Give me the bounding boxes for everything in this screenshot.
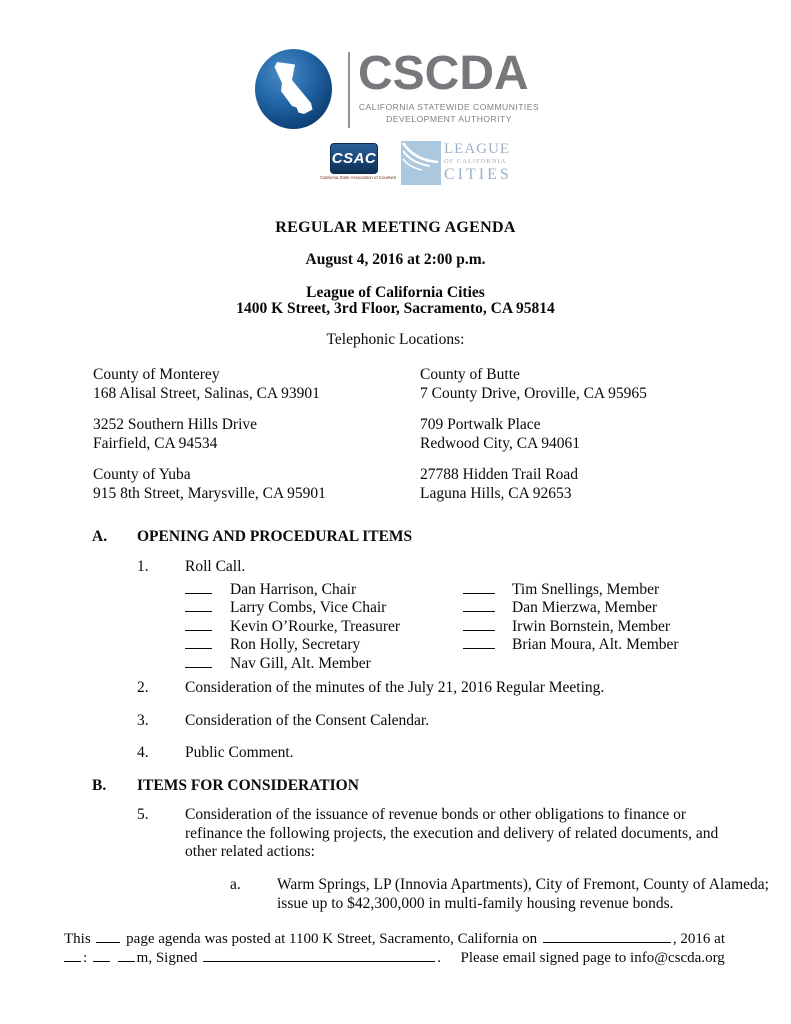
- location-entry: [420, 416, 647, 453]
- location-name: 27788 Hidden Trail Road: [420, 466, 579, 483]
- roll-call-name: Brian Moura, Alt. Member: [512, 636, 679, 654]
- cscda-wordmark: CSCDA: [358, 47, 529, 100]
- document-title: REGULAR MEETING AGENDA: [275, 219, 516, 236]
- location-address: 7 County Drive, Oroville, CA 95965: [420, 384, 647, 402]
- location-entry: [420, 366, 647, 403]
- venue-address: 1400 K Street, 3rd Floor, Sacramento, CA 95814: [236, 300, 555, 317]
- league-line2: OF CALIFORNIA: [444, 158, 507, 165]
- item-5a-line2: issue up to $42,300,000 in multi-family housing revenue bonds.: [277, 894, 674, 912]
- roll-call-name: Dan Harrison, Chair: [230, 581, 357, 598]
- location-name: 709 Portwalk Place: [420, 416, 541, 433]
- location-name: 3252 Southern Hills Drive: [93, 416, 258, 433]
- section-a-title: OPENING AND PROCEDURAL ITEMS: [137, 528, 413, 545]
- item-3-text: Consideration of the Consent Calendar.: [185, 712, 430, 729]
- roll-call-entry: [463, 635, 679, 653]
- roll-call-entry: [185, 617, 400, 635]
- roll-call-entry: [463, 598, 679, 616]
- california-state-icon: [269, 58, 319, 120]
- footer-text: , 2016 at: [672, 931, 725, 947]
- location-address: 915 8th Street, Marysville, CA 95901: [93, 484, 326, 502]
- roll-call-blank: [463, 598, 495, 612]
- posting-notice-line1: [64, 929, 725, 949]
- location-address: Laguna Hills, CA 92653: [420, 484, 572, 502]
- location-address: Redwood City, CA 94061: [420, 434, 581, 452]
- posting-date-blank: [543, 929, 671, 943]
- minute-blank: [93, 948, 110, 962]
- cscda-california-globe-icon: [255, 49, 332, 129]
- roll-call-name: Kevin O’Rourke, Treasurer: [230, 617, 401, 635]
- footer-text: :: [83, 950, 88, 966]
- footer-text: This: [64, 931, 91, 947]
- roll-call-name: Dan Mierzwa, Member: [512, 599, 658, 617]
- roll-call-blank: [185, 598, 212, 612]
- cscda-tagline-line2: DEVELOPMENT AUTHORITY: [386, 114, 512, 124]
- roll-call-blank: [463, 635, 495, 649]
- location-name: County of Yuba: [93, 466, 191, 483]
- telephonic-locations-left-column: [93, 366, 326, 516]
- telephonic-locations-right-column: [420, 366, 647, 516]
- roll-call-name: Tim Snellings, Member: [512, 581, 660, 598]
- location-name: County of Monterey: [93, 366, 220, 383]
- section-a-letter: A.: [92, 528, 108, 545]
- roll-call-name: Nav Gill, Alt. Member: [230, 654, 371, 672]
- footer-text: m, Signed: [136, 950, 198, 966]
- item-5a-line1: Warm Springs, LP (Innovia Apartments), City of Fremont, County of Alameda;: [277, 876, 769, 893]
- roll-call-right-column: [463, 580, 679, 654]
- league-logo-text: [444, 142, 512, 183]
- venue-name: League of California Cities: [306, 284, 485, 301]
- posting-notice-line2: [64, 948, 725, 968]
- item-5-text: [185, 806, 718, 862]
- location-entry: [93, 416, 326, 453]
- location-entry: [93, 366, 326, 403]
- roll-call-entry: [463, 617, 679, 635]
- item-5-line1: Consideration of the issuance of revenue bonds or other obligations to finance or: [185, 806, 687, 823]
- hour-blank: [64, 948, 81, 962]
- location-address: 168 Alisal Street, Salinas, CA 93901: [93, 384, 320, 402]
- roll-call-entry: [185, 598, 400, 616]
- section-b-title: ITEMS FOR CONSIDERATION: [137, 777, 359, 794]
- roll-call-left-column: [185, 580, 400, 672]
- meeting-datetime: August 4, 2016 at 2:00 p.m.: [305, 251, 486, 268]
- roll-call-entry: [185, 635, 400, 653]
- item-2-number: 2.: [137, 679, 149, 696]
- item-5-line3: other related actions:: [185, 843, 315, 860]
- item-5a-label: a.: [230, 876, 241, 893]
- roll-call-entry: [463, 580, 679, 598]
- item-5-number: 5.: [137, 806, 149, 823]
- footer-text: page agenda was posted at 1100 K Street, Sacramento, California on: [126, 931, 538, 947]
- roll-call-name: Irwin Bornstein, Member: [512, 617, 670, 635]
- logo-divider: [348, 52, 350, 128]
- cscda-tagline-line1: CALIFORNIA STATEWIDE COMMUNITIES: [358, 102, 540, 112]
- item-1-number: 1.: [137, 558, 149, 575]
- cscda-tagline: [358, 101, 540, 125]
- roll-call-blank: [463, 617, 495, 631]
- league-waves-icon: [401, 141, 441, 185]
- roll-call-entry: [185, 580, 400, 598]
- ampm-blank: [118, 948, 135, 962]
- league-line1: LEAGUE: [444, 141, 510, 157]
- item-4-number: 4.: [137, 744, 149, 761]
- location-address: Fairfield, CA 94534: [93, 434, 218, 452]
- location-name: County of Butte: [420, 366, 520, 383]
- roll-call-blank: [185, 635, 212, 649]
- league-swoosh-icon: [401, 141, 441, 185]
- item-1-text: Roll Call.: [185, 558, 246, 575]
- section-b-letter: B.: [92, 777, 107, 794]
- roll-call-entry: [185, 654, 400, 672]
- item-5a-text: [277, 876, 769, 913]
- location-entry: [420, 466, 647, 503]
- footer-text: .: [437, 950, 442, 966]
- location-entry: [93, 466, 326, 503]
- roll-call-name: Larry Combs, Vice Chair: [230, 599, 387, 617]
- roll-call-blank: [463, 580, 495, 594]
- roll-call-blank: [185, 617, 212, 631]
- footer-email-note: Please email signed page to info@cscda.org: [460, 950, 725, 966]
- telephonic-locations-label: Telephonic Locations:: [326, 331, 465, 348]
- item-4-text: Public Comment.: [185, 744, 294, 761]
- item-5-line2: refinance the following projects, the execution and delivery of related documents, and: [185, 824, 719, 842]
- item-3-number: 3.: [137, 712, 149, 729]
- item-2-text: Consideration of the minutes of the July 21, 2016 Regular Meeting.: [185, 679, 605, 696]
- signature-blank: [203, 948, 435, 962]
- league-line3: CITIES: [444, 166, 512, 183]
- roll-call-blank: [185, 580, 212, 594]
- roll-call-name: Ron Holly, Secretary: [230, 636, 361, 654]
- csac-logo: CSAC: [330, 143, 378, 174]
- roll-call-blank: [185, 654, 212, 668]
- csac-caption: California State Association of Counties: [320, 176, 396, 181]
- page-count-blank: [96, 929, 120, 943]
